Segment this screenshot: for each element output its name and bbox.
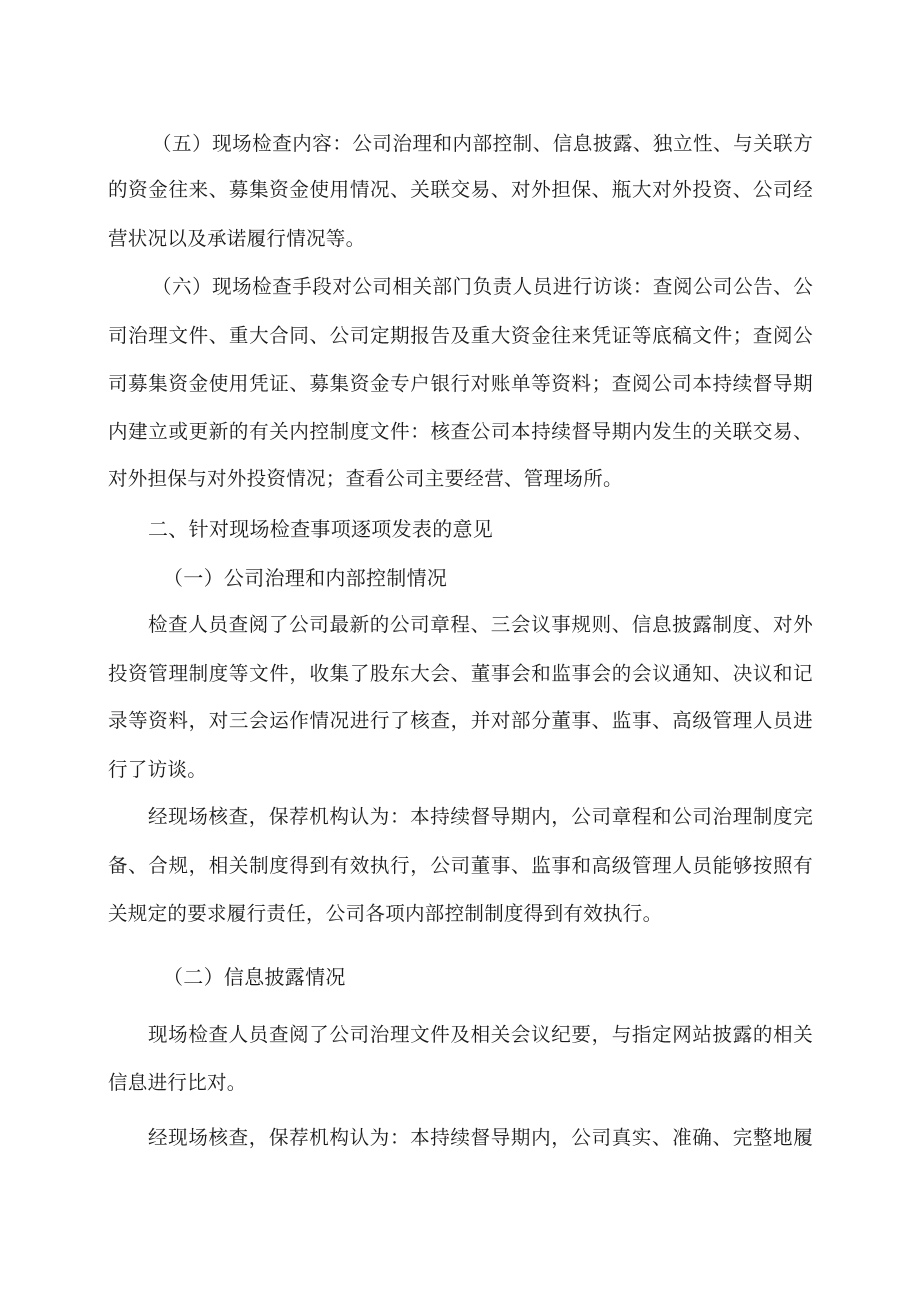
sub2-para2-line-1: 经现场核查，保荐机构认为：本持续督导期内，公司真实、准确、完整地履 [148, 1126, 813, 1149]
sub1-para2-line-2: 备、合规，相关制度得到有效执行，公司董事、监事和高级管理人员能够按照有 [108, 854, 813, 877]
sub1-para1-line-3: 录等资料，对三会运作情况进行了核查，并对部分董事、监事、高级管理人员进 [108, 709, 813, 732]
sub1-para1-line-4: 行了访谈。 [108, 758, 208, 781]
subsection-heading-1: （一）公司治理和内部控制情况 [163, 566, 448, 590]
sub1-para2-line-1: 经现场核查，保荐机构认为：本持续督导期内，公司章程和公司治理制度完 [148, 805, 813, 828]
sub2-para1-line-2: 信息进行比对。 [108, 1071, 247, 1094]
section-heading-2: 二、针对现场检查事项逐项发表的意见 [148, 517, 494, 541]
section6-line-4: 内建立或更新的有关内控制度文件：核查公司本持续督导期内发生的关联交易、 [108, 420, 813, 443]
section6-line-3: 司募集资金使用凭证、募集资金专户银行对账单等资料；查阅公司本持续督导期 [108, 372, 813, 395]
section6-line-5: 对外担保与对外投资情况；查看公司主要经营、管理场所。 [108, 467, 623, 490]
sub1-para2-line-3: 关规定的要求履行责任，公司各项内部控制制度得到有效执行。 [108, 902, 663, 925]
section6-line-1: （六）现场检查手段对公司相关部门负责人员进行访谈：查阅公司公告、公 [152, 275, 813, 298]
sub2-para1-line-1: 现场检查人员查阅了公司治理文件及相关会议纪要，与指定网站披露的相关 [148, 1023, 813, 1046]
section5-line-2: 的资金往来、募集资金使用情况、关联交易、对外担保、瓶大对外投资、公司经 [108, 178, 813, 201]
sub1-para1-line-1: 检查人员查阅了公司最新的公司章程、三会议事规则、信息披露制度、对外 [148, 613, 813, 636]
subsection-heading-2: （二）信息披露情况 [163, 965, 346, 989]
section5-line-1: （五）现场检查内容：公司治理和内部控制、信息披露、独立性、与关联方 [152, 132, 813, 155]
sub1-para1-line-2: 投资管理制度等文件，收集了股东大会、董事会和监事会的会议通知、决议和记 [108, 662, 813, 685]
section5-line-3: 营状况以及承诺履行情况等。 [108, 227, 366, 250]
section6-line-2: 司治理文件、重大合同、公司定期报告及重大资金往来凭证等底稿文件；查阅公 [108, 324, 813, 347]
